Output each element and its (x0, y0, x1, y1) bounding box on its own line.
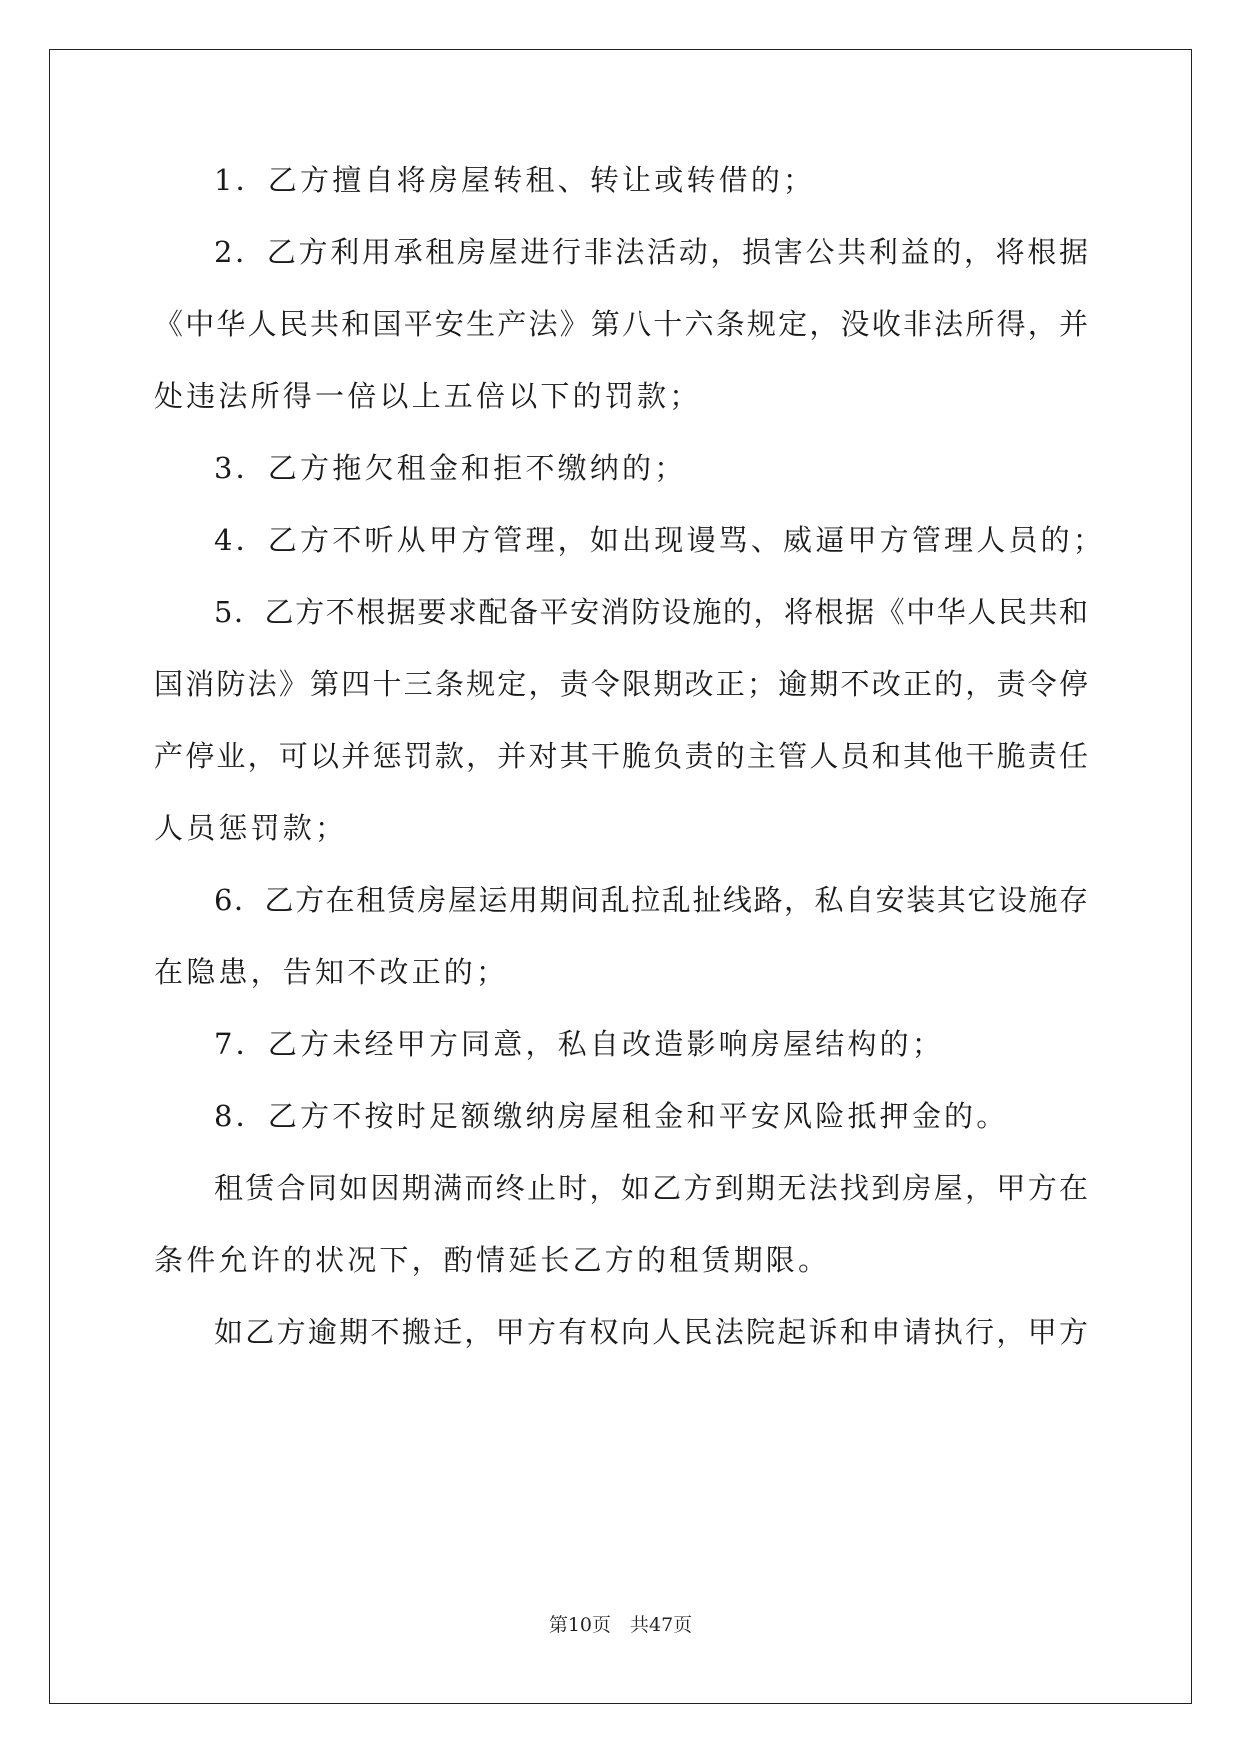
page-border (49, 49, 1192, 1704)
paragraph-line: 国消防法》第四十三条规定，责令限期改正；逾期不改正的，责令停 (154, 667, 1088, 701)
paragraph-line: 租赁合同如因期满而终止时，如乙方到期无法找到房屋，甲方在 (214, 1171, 1088, 1205)
paragraph-line: 3．乙方拖欠租金和拒不缴纳的； (214, 451, 687, 485)
paragraph-line: 1．乙方擅自将房屋转租、转让或转借的； (214, 163, 816, 197)
paragraph-line: 4．乙方不听从甲方管理，如出现谩骂、威逼甲方管理人员的； (214, 523, 1106, 557)
paragraph-line: 5．乙方不根据要求配备平安消防设施的，将根据《中华人民共和 (214, 595, 1088, 629)
paragraph-line: 人员惩罚款； (154, 811, 348, 845)
page-number: 第10页 共47页 (548, 1614, 693, 1636)
paragraph-line: 产停业，可以并惩罚款，并对其干脆负责的主管人员和其他干脆责任 (154, 739, 1088, 773)
paragraph-line: 2．乙方利用承租房屋进行非法活动，损害公共利益的，将根据 (214, 235, 1088, 269)
paragraph-line: 《中华人民共和国平安生产法》第八十六条规定，没收非法所得，并 (154, 307, 1088, 341)
paragraph-line: 如乙方逾期不搬迁，甲方有权向人民法院起诉和申请执行，甲方 (214, 1315, 1088, 1349)
paragraph-line: 6．乙方在租赁房屋运用期间乱拉乱扯线路，私自安装其它设施存 (214, 883, 1088, 917)
paragraph-line: 在隐患，告知不改正的； (154, 955, 509, 989)
paragraph-line: 条件允许的状况下，酌情延长乙方的租赁期限。 (154, 1243, 831, 1277)
paragraph-line: 8．乙方不按时足额缴纳房屋租金和平安风险抵押金的。 (214, 1099, 1009, 1133)
paragraph-line: 处违法所得一倍以上五倍以下的罚款； (154, 379, 702, 413)
paragraph-line: 7．乙方未经甲方同意，私自改造影响房屋结构的； (214, 1027, 945, 1061)
